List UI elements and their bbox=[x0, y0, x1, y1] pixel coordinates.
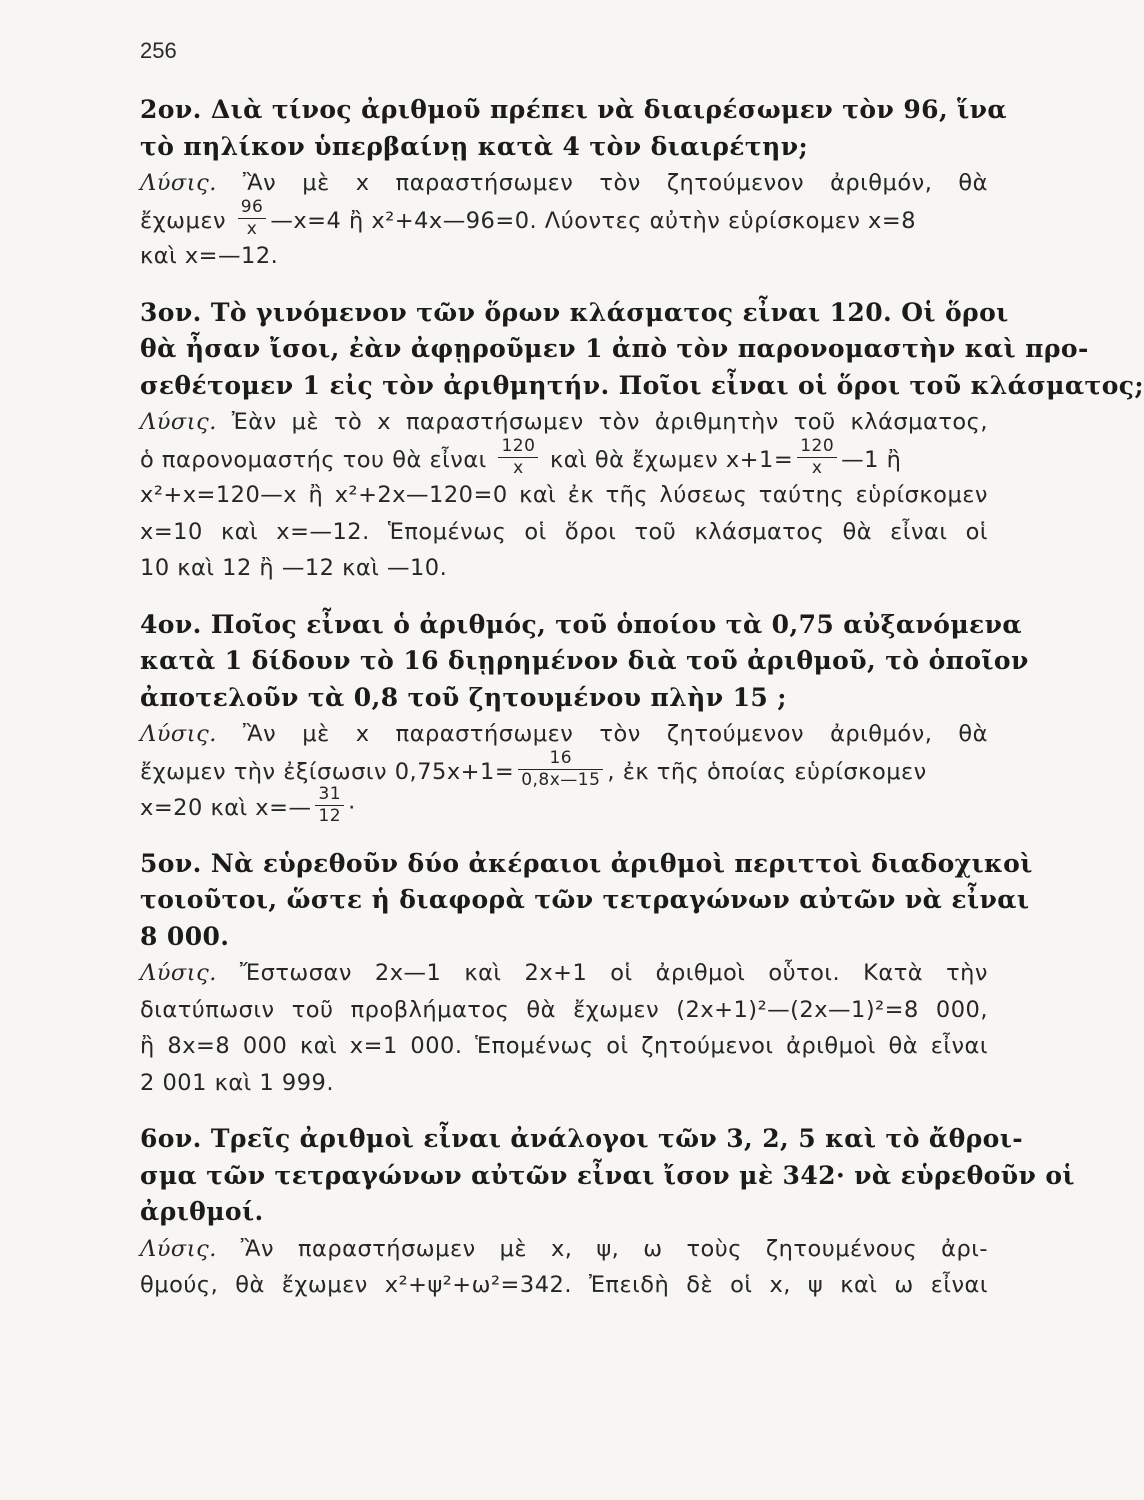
solution-text: Ἂν μὲ x παραστήσωμεν τὸν ζητούμενον ἀριθμόν, θὰ bbox=[242, 170, 988, 196]
problem-3-question-line-3: σεθέτομεν 1 εἰς τὸν ἀριθμητήν. Ποῖοι εἶναι οἱ ὅροι τοῦ κλάσματος; bbox=[140, 370, 1144, 400]
fraction bbox=[238, 196, 267, 239]
fraction-numerator: 16 bbox=[518, 750, 603, 770]
solution-text: , ἐκ τῆς ὁποίας εὑρίσκομεν bbox=[607, 758, 927, 785]
solution-text: x=20 καὶ x=— bbox=[140, 795, 312, 821]
problem-4-solution-line-2 bbox=[140, 747, 988, 790]
solution-text: Ἂν μὲ x παραστήσωμεν τὸν ζητούμενον ἀριθμόν, θὰ bbox=[242, 721, 988, 747]
problem-5-question-line-2: τοιοῦτοι, ὥστε ἡ διαφορὰ τῶν τετραγώνων αὐτῶν νὰ εἶναι bbox=[140, 885, 1030, 914]
problem-2-question-line-2: τὸ πηλίκον ὑπερβαίνῃ κατὰ 4 τὸν διαιρέτην; bbox=[140, 131, 809, 161]
problem-3 bbox=[140, 295, 1144, 587]
fraction bbox=[498, 435, 538, 478]
problem-3-question-line-1: 3ον. Τὸ γινόμενον τῶν ὅρων κλάσματος εἶναι 120. Οἱ ὅροι bbox=[140, 297, 1009, 327]
page-number: 256 bbox=[140, 38, 177, 63]
problem-3-solution-line-2 bbox=[140, 435, 988, 478]
solution-label: Λύσις. bbox=[140, 721, 217, 747]
problem-4-solution-line-3 bbox=[140, 784, 988, 826]
fraction bbox=[797, 435, 837, 478]
fraction-denominator: 12 bbox=[318, 806, 342, 826]
solution-text: Ἔστωσαν 2x—1 καὶ 2x+1 οἱ ἀριθμοὶ οὗτοι. Κατὰ τὴν bbox=[239, 960, 988, 986]
solution-label: Λύσις. bbox=[140, 960, 217, 986]
problem-5 bbox=[140, 846, 1033, 1102]
solution-label: Λύσις. bbox=[140, 170, 217, 196]
problem-2-solution-line-1 bbox=[140, 165, 988, 202]
problem-6-solution-line-1 bbox=[140, 1231, 988, 1268]
solution-text: ὁ παρονομαστής του θὰ εἶναι bbox=[140, 446, 487, 473]
solution-label: Λύσις. bbox=[140, 409, 217, 435]
solution-text: ἔχωμεν τὴν ἐξίσωσιν 0,75x+1= bbox=[140, 758, 515, 785]
fraction-denominator: x bbox=[513, 457, 524, 478]
problem-6 bbox=[140, 1121, 1075, 1304]
solution-text: Ἂν παραστήσωμεν μὲ x, ψ, ω τοὺς ζητουμένους ἀρι- bbox=[240, 1235, 989, 1262]
problem-2 bbox=[140, 92, 1008, 275]
problem-3-question-line-2: θὰ ἦσαν ἴσοι, ἐὰν ἀφῃροῦμεν 1 ἀπὸ τὸν παρονομαστὴν καὶ προ- bbox=[140, 334, 1089, 363]
solution-text: καὶ θὰ ἔχωμεν x+1= bbox=[550, 446, 794, 473]
problem-5-solution-line-3: ἢ 8x=8 000 καὶ x=1 000. Ἑπομένως οἱ ζητούμενοι ἀριθμοὶ θὰ εἶναι bbox=[140, 1033, 988, 1059]
problem-4-question-line-3: ἀποτελοῦν τὰ 0,8 τοῦ ζητουμένου πλὴν 15 ; bbox=[140, 682, 787, 712]
fraction bbox=[315, 786, 344, 825]
solution-text: —1 ἢ bbox=[841, 446, 902, 473]
solution-text: ἔχωμεν bbox=[140, 207, 227, 234]
problem-2-solution-line-2 bbox=[140, 196, 988, 239]
problem-3-solution-line-3: x²+x=120—x ἢ x²+2x—120=0 καὶ ἐκ τῆς λύσεως ταύτης εὑρίσκομεν bbox=[140, 482, 988, 508]
fraction-denominator: 0,8x—15 bbox=[521, 769, 601, 790]
fraction bbox=[518, 747, 603, 790]
problem-4-question-line-2: κατὰ 1 δίδουν τὸ 16 διῃρημένον διὰ τοῦ ἀριθμοῦ, τὸ ὁποῖον bbox=[140, 646, 1029, 675]
fraction-numerator: 96 bbox=[238, 199, 267, 219]
fraction-numerator: 120 bbox=[797, 438, 837, 458]
problem-5-question-line-1: 5ον. Νὰ εὑρεθοῦν δύο ἀκέραιοι ἀριθμοὶ περιττοὶ διαδοχικοὶ bbox=[140, 848, 1033, 878]
problem-6-question-line-2: σμα τῶν τετραγώνων αὐτῶν εἶναι ἴσον μὲ 342· νὰ εὑρεθοῦν οἱ bbox=[140, 1160, 1075, 1190]
problem-6-question-line-1: 6ον. Τρεῖς ἀριθμοὶ εἶναι ἀνάλογοι τῶν 3, 2, 5 καὶ τὸ ἄθροι- bbox=[140, 1124, 1024, 1153]
problem-5-solution-line-4: 2 001 καὶ 1 999. bbox=[140, 1069, 334, 1096]
problem-5-solution-line-2: διατύπωσιν τοῦ προβλήματος θὰ ἔχωμεν (2x+1)²—(2x—1)²=8 000, bbox=[140, 996, 988, 1023]
solution-text: · bbox=[348, 795, 356, 821]
problem-5-solution-line-1 bbox=[140, 955, 988, 992]
problem-4-question-line-1: 4ον. Ποῖος εἶναι ὁ ἀριθμός, τοῦ ὁποίου τὰ 0,75 αὐξανόμενα bbox=[140, 609, 1023, 639]
solution-text: —x=4 ἢ x²+4x—96=0. Λύοντες αὐτὴν εὑρίσκομεν x=8 bbox=[270, 207, 917, 234]
solution-text: Ἐὰν μὲ τὸ x παραστήσωμεν τὸν ἀριθμητὴν τοῦ κλάσματος, bbox=[231, 409, 988, 435]
fraction-denominator: x bbox=[246, 218, 258, 239]
problem-2-question-line-1: 2ον. Διὰ τίνος ἀριθμοῦ πρέπει νὰ διαιρέσωμεν τὸν 96, ἵνα bbox=[140, 95, 1008, 124]
problem-3-solution-line-1 bbox=[140, 404, 988, 441]
solution-label: Λύσις. bbox=[140, 1235, 217, 1262]
fraction-denominator: x bbox=[811, 457, 823, 478]
page-content bbox=[140, 92, 1144, 1304]
fraction-numerator: 120 bbox=[498, 438, 538, 458]
problem-5-question-line-3: 8 000. bbox=[140, 921, 230, 951]
fraction-numerator: 31 bbox=[315, 786, 344, 806]
problem-3-solution-line-4: x=10 καὶ x=—12. Ἑπομένως οἱ ὅροι τοῦ κλάσματος θὰ εἶναι οἱ bbox=[140, 518, 988, 545]
problem-6-question-line-3: ἀριθμοί. bbox=[140, 1197, 264, 1226]
problem-6-solution-line-2: θμούς, θὰ ἔχωμεν x²+ψ²+ω²=342. Ἐπειδὴ δὲ οἱ x, ψ καὶ ω εἶναι bbox=[140, 1272, 988, 1298]
problem-2-solution-line-3: καὶ x=—12. bbox=[140, 243, 279, 269]
problem-3-solution-line-5: 10 καὶ 12 ἢ —12 καὶ —10. bbox=[140, 555, 448, 581]
problem-4 bbox=[140, 607, 1029, 826]
